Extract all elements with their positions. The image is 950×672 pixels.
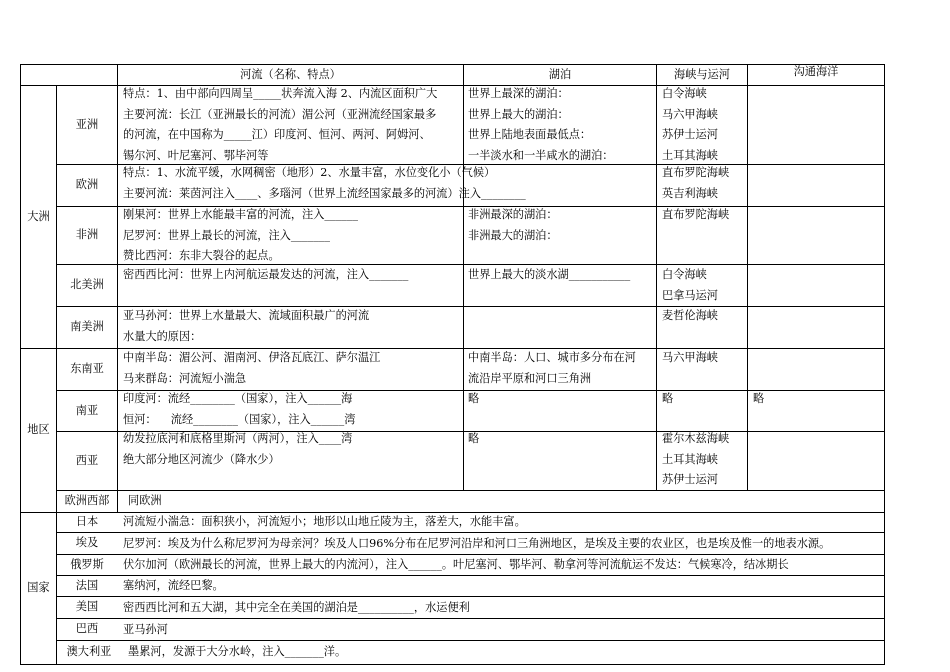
asia-lakes bbox=[468, 84, 654, 166]
header-lakes: 湖泊 bbox=[548, 68, 572, 81]
text-line: 世界上最大的淡水湖___________ bbox=[468, 268, 631, 281]
text-line: 白令海峡 bbox=[662, 268, 707, 281]
rule-name-col bbox=[117, 64, 118, 513]
russia-text: 伏尔加河（欧洲最长的河流，世界上最大的内流河），注入______。叶尼塞河、鄂毕河、勒拿河等河流航运不发达：气候寒冷，结冰期长 bbox=[123, 558, 789, 571]
north-america-straits bbox=[662, 265, 746, 306]
australia-text: 墨累河，发源于大分水岭，注入_______洋。 bbox=[128, 645, 347, 658]
west-asia-lakes bbox=[468, 429, 654, 450]
text-line: 苏伊士运河 bbox=[662, 128, 718, 142]
text-line: 霍尔木兹海峡 bbox=[662, 432, 730, 445]
europe-straits bbox=[662, 163, 746, 204]
south-america-rivers bbox=[123, 306, 461, 347]
row-name-russia: 俄罗斯 bbox=[70, 557, 104, 571]
africa-lakes bbox=[468, 205, 654, 246]
text-line: 麦哲伦海峡 bbox=[662, 309, 718, 322]
text-line: 亚马孙河：世界上水量最大、流域面积最广的河流 bbox=[123, 309, 370, 322]
text-line: 略 bbox=[662, 392, 674, 405]
usa-text: 密西西比河和五大湖，其中完全在美国的湖泊是__________，水运便利 bbox=[123, 601, 470, 614]
text-line: 马来群岛：河流短小湍急 bbox=[123, 371, 247, 385]
header-oceans: 沟通海洋 bbox=[793, 65, 839, 78]
text-line: 略 bbox=[468, 432, 480, 445]
row-name-usa: 美国 bbox=[75, 600, 99, 614]
rule-lakes-col bbox=[463, 64, 464, 491]
row-name-japan: 日本 bbox=[75, 515, 99, 529]
west-asia-straits bbox=[662, 429, 746, 491]
text-line: 主要河流：长江（亚洲最长的河流）湄公河（亚洲流经国家最多 bbox=[123, 107, 437, 121]
border-right bbox=[884, 64, 885, 665]
southeast-asia-straits bbox=[662, 348, 746, 369]
rule-straits-col bbox=[656, 64, 657, 491]
text-line: 略 bbox=[468, 392, 480, 405]
western-europe-rivers bbox=[128, 491, 428, 511]
africa-straits bbox=[662, 205, 746, 226]
row-name-europe: 欧洲 bbox=[75, 178, 99, 192]
south-america-straits bbox=[662, 306, 746, 327]
europe-rivers bbox=[123, 163, 656, 204]
text-line: 幼发拉底河和底格里斯河（两河），注入____湾 bbox=[123, 432, 353, 445]
asia-straits bbox=[662, 84, 746, 166]
header-rivers: 河流（名称、特点） bbox=[240, 68, 341, 81]
row-name-africa: 非洲 bbox=[75, 228, 99, 242]
text-line: 土耳其海峡 bbox=[662, 148, 718, 162]
text-line: 一半淡水和一半咸水的湖泊： bbox=[468, 148, 614, 162]
rule-oceans-col bbox=[747, 64, 748, 491]
row-name-asia: 亚洲 bbox=[75, 117, 99, 131]
text-line: 特点：1、水流平缓，水网稠密（地形）2、水量丰富，水位变化小（气候） bbox=[123, 166, 496, 179]
group-continents: 大洲 bbox=[27, 209, 50, 223]
text-line: 非洲最大的湖泊： bbox=[468, 228, 558, 242]
row-name-west-asia: 西亚 bbox=[75, 453, 99, 467]
text-line: 中南半岛：湄公河、湄南河、伊洛瓦底江、萨尔温江 bbox=[123, 351, 381, 364]
text-line: 非洲最深的湖泊： bbox=[468, 208, 558, 221]
text-line: 世界上最深的湖泊： bbox=[468, 87, 569, 100]
text-line: 水量大的原因： bbox=[123, 329, 202, 343]
text-line: 刚果河：世界上水能最丰富的河流，注入______ bbox=[123, 208, 358, 221]
row-name-north-america: 北美洲 bbox=[70, 278, 104, 292]
text-line: 流沿岸平原和河口三角洲 bbox=[468, 371, 592, 385]
text-line: 马六甲海峡 bbox=[662, 351, 718, 364]
row-name-brazil: 巴西 bbox=[75, 622, 99, 636]
france-text: 塞纳河，流经巴黎。 bbox=[123, 579, 224, 592]
north-america-rivers bbox=[123, 265, 461, 286]
text-line: 世界上陆地表面最低点： bbox=[468, 128, 592, 142]
text-line: 赞比西河：东非大裂谷的起点。 bbox=[123, 249, 280, 263]
row-name-southeast-asia: 东南亚 bbox=[70, 362, 104, 376]
south-asia-lakes bbox=[468, 389, 654, 410]
africa-rivers bbox=[123, 205, 461, 267]
text-line: 主要河流：莱茵河注入____、多瑙河（世界上流经国家最多的河流）注入________ bbox=[123, 186, 526, 200]
text-line: 特点：1、由中部向四周呈_____状奔流入海 2、内流区面积广大 bbox=[123, 87, 438, 100]
text-line: 印度河：流经________（国家），注入______海 bbox=[123, 392, 353, 405]
text-line: 尼罗河：世界上最长的河流，注入_______ bbox=[123, 228, 330, 242]
text-line: 马六甲海峡 bbox=[662, 107, 718, 121]
southeast-asia-rivers bbox=[123, 348, 461, 389]
header-straits: 海峡与运河 bbox=[674, 68, 730, 81]
text-line: 恒河： 流经________（国家），注入______湾 bbox=[123, 412, 356, 426]
text-line: 绝大部分地区河流少（降水少） bbox=[123, 452, 280, 466]
southeast-asia-lakes bbox=[468, 348, 654, 389]
row-name-egypt: 埃及 bbox=[75, 536, 99, 550]
west-asia-rivers bbox=[123, 429, 461, 470]
japan-text: 河流短小湍急：面积狭小，河流短小；地形以山地丘陵为主，落差大，水能丰富。 bbox=[123, 515, 526, 528]
text-line: 世界上最大的湖泊： bbox=[468, 107, 569, 121]
group-countries: 国家 bbox=[27, 581, 50, 595]
text-line: 苏伊士运河 bbox=[662, 473, 718, 487]
south-asia-rivers bbox=[123, 389, 461, 430]
text-line: 锡尔河、叶尼塞河、鄂毕河等 bbox=[123, 148, 269, 162]
group-regions: 地区 bbox=[27, 423, 50, 437]
text-line: 巴拿马运河 bbox=[662, 288, 718, 302]
text-line: 中南半岛：人口、城市多分布在河 bbox=[468, 351, 636, 364]
text-line: 白令海峡 bbox=[662, 87, 707, 100]
text-line: 直布罗陀海峡 bbox=[662, 166, 730, 179]
row-name-south-asia: 南亚 bbox=[75, 403, 99, 417]
south-asia-oceans bbox=[753, 389, 882, 410]
row-name-western-europe: 欧洲西部 bbox=[64, 494, 110, 508]
row-name-australia: 澳大利亚 bbox=[66, 645, 112, 659]
text-line: 略 bbox=[753, 392, 765, 405]
row-name-south-america: 南美洲 bbox=[70, 320, 104, 334]
border-bottom bbox=[20, 664, 884, 665]
row-name-france: 法国 bbox=[75, 578, 99, 592]
brazil-text: 亚马孙河 bbox=[123, 623, 168, 636]
text-line: 同欧洲 bbox=[128, 494, 162, 507]
south-asia-straits bbox=[662, 389, 746, 410]
text-line: 直布罗陀海峡 bbox=[662, 208, 730, 221]
text-line: 英吉利海峡 bbox=[662, 186, 718, 200]
text-line: 土耳其海峡 bbox=[662, 452, 718, 466]
text-line: 的河流，在中国称为_____江）印度河、恒河、两河、阿姆河、 bbox=[123, 128, 431, 142]
text-line: 密西西比河：世界上内河航运最发达的河流，注入_______ bbox=[123, 268, 409, 281]
asia-rivers bbox=[123, 84, 461, 166]
north-america-lakes bbox=[468, 265, 654, 286]
egypt-text: 尼罗河：埃及为什么称尼罗河为母亲河？埃及人口96%分布在尼罗河沿岸和河口三角洲地区，是埃及主要的农业区，也是埃及惟一的地表水源。 bbox=[123, 537, 831, 550]
